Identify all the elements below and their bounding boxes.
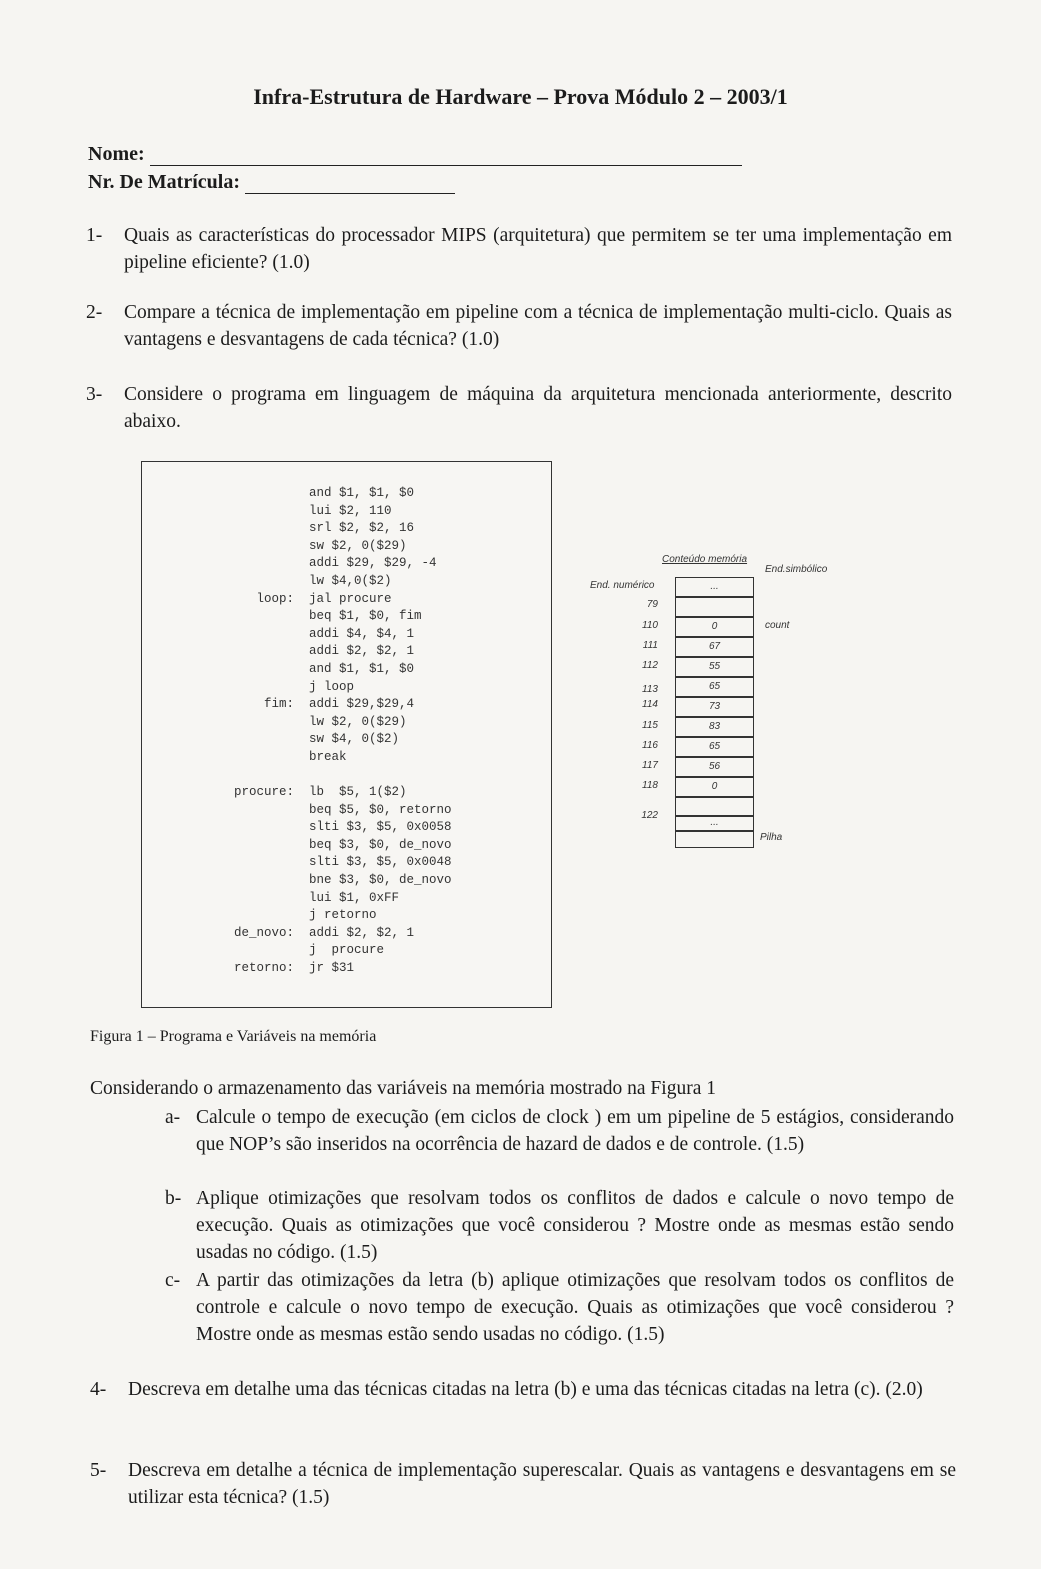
program-label xyxy=(174,767,294,785)
memory-cell: ... xyxy=(675,577,754,597)
question-2-number: 2- xyxy=(86,302,103,323)
memory-cell xyxy=(675,831,754,848)
program-instruction: bne $3, $0, de_novo xyxy=(309,873,452,888)
program-instruction: slti $3, $5, 0x0048 xyxy=(309,855,452,870)
program-label xyxy=(174,854,294,872)
program-label xyxy=(174,837,294,855)
program-instruction: beq $5, $0, retorno xyxy=(309,802,452,817)
program-instruction: jr $31 xyxy=(309,961,355,976)
program-instruction: lui $2, 110 xyxy=(309,503,392,518)
memory-cell: ... xyxy=(675,815,754,831)
memory-cell: 56 xyxy=(675,757,754,777)
memory-address: 117 xyxy=(642,760,658,771)
memory-header: Conteúdo memória xyxy=(662,554,748,565)
program-label xyxy=(174,643,294,661)
subquestion-b-text: Aplique otimizações que resolvam todos os conflitos de dados e calcule o novo tempo de execução. Quais as otimizações que você considerou ? Mostre onde as mesmas estão sendo usadas no código. (1.5) xyxy=(196,1188,954,1263)
program-label xyxy=(174,802,294,820)
program-label xyxy=(174,679,294,697)
program-label xyxy=(174,485,294,503)
memory-address: 79 xyxy=(646,599,658,610)
matricula-field xyxy=(88,171,455,194)
program-instruction: j loop xyxy=(309,679,355,694)
program-label xyxy=(174,573,294,591)
program-label xyxy=(174,890,294,908)
program-label xyxy=(174,872,294,890)
memory-cell: 0 xyxy=(675,617,754,637)
question-3-text: Considere o programa em linguagem de máquina da arquitetura mencionada anteriormente, descrito abaixo. xyxy=(124,384,952,432)
program-label xyxy=(174,907,294,925)
matricula-blank-line xyxy=(245,175,455,194)
question-1-number: 1- xyxy=(86,225,103,246)
subquestion-a-text: Calcule o tempo de execução (em ciclos de clock ) em um pipeline de 5 estágios, considerando que NOP’s são inseridos na ocorrência de hazard de dados e de controle. (1.5) xyxy=(196,1107,954,1155)
program-listing-box xyxy=(141,461,552,1008)
program-label: loop: xyxy=(256,591,294,606)
memory-address: 113 xyxy=(642,684,658,695)
program-instruction: beq $3, $0, de_novo xyxy=(309,837,452,852)
subquestion-c-letter: c- xyxy=(165,1270,181,1291)
program-instruction: beq $1, $0, fim xyxy=(309,609,422,624)
program-instruction: and $1, $1, $0 xyxy=(309,486,415,500)
program-instruction: j retorno xyxy=(309,908,377,923)
memory-cell: 73 xyxy=(675,697,754,717)
subquestion-a-letter: a- xyxy=(165,1107,181,1128)
memory-cell: 83 xyxy=(675,717,754,737)
question-4-text: Descreva em detalhe uma das técnicas citadas na letra (b) e uma das técnicas citadas na letra (c). (2.0) xyxy=(128,1379,923,1400)
memory-address: 110 xyxy=(642,620,658,631)
memory-address: 115 xyxy=(642,720,658,731)
program-label: de_novo: xyxy=(233,925,294,940)
question-1-text: Quais as características do processador MIPS (arquitetura) que permitem se ter uma implementação em pipeline eficiente? (1.0) xyxy=(124,225,952,273)
subquestion-c-text: A partir das otimizações da letra (b) aplique otimizações que resolvam todos os conflitos de controle e calcule o novo tempo de execução. Quais as otimizações que você considerou ? Mostre onde as mesmas estão sendo usadas no código. (1.5) xyxy=(196,1270,954,1345)
program-label xyxy=(174,503,294,521)
program-instruction xyxy=(309,767,452,785)
intro-text: Considerando o armazenamento das variáveis na memória mostrado na Figura 1 xyxy=(90,1078,716,1099)
program-instruction: slti $3, $5, 0x0058 xyxy=(309,820,452,835)
program-instruction: sw $4, 0($2) xyxy=(309,732,400,747)
matricula-label: Nr. De Matrícula: xyxy=(88,171,240,193)
figure-caption: Figura 1 – Programa e Variáveis na memória xyxy=(90,1028,377,1045)
program-instruction: lw $4,0($2) xyxy=(309,573,392,588)
memory-address: 118 xyxy=(642,780,658,791)
question-2-text: Compare a técnica de implementação em pipeline com a técnica de implementação multi-ciclo. Quais as vantagens e desvantagens de cada técnica? (1.0) xyxy=(124,302,952,350)
program-instruction: j procure xyxy=(309,943,385,958)
program-instruction: lui $1, 0xFF xyxy=(309,890,400,905)
subquestion-b-letter: b- xyxy=(165,1188,182,1209)
program-instruction: lb $5, 1($2) xyxy=(309,785,407,800)
program-instruction: addi $2, $2, 1 xyxy=(309,644,415,659)
program-labels xyxy=(174,485,294,978)
program-instruction: srl $2, $2, 16 xyxy=(309,521,415,536)
memory-cell: 55 xyxy=(675,657,754,677)
program-label xyxy=(174,626,294,644)
memory-symbol-pilha: Pilha xyxy=(760,832,783,843)
exam-title: Infra-Estrutura de Hardware – Prova Módulo 2 – 2003/1 xyxy=(253,84,788,109)
memory-cell: 67 xyxy=(675,637,754,657)
program-label xyxy=(174,555,294,573)
memory-address: 112 xyxy=(642,660,658,671)
memory-numeric-header: End. numérico xyxy=(590,580,655,591)
memory-address: 111 xyxy=(642,640,658,651)
program-instruction: addi $29,$29,4 xyxy=(309,697,415,712)
program-instruction: break xyxy=(309,749,347,764)
program-instructions xyxy=(309,485,452,978)
program-instruction: jal procure xyxy=(309,591,392,606)
program-instruction: and $1, $1, $0 xyxy=(309,661,415,676)
memory-cell: 65 xyxy=(675,677,754,697)
program-label xyxy=(174,819,294,837)
name-blank-line xyxy=(150,147,742,166)
memory-address: 116 xyxy=(642,740,658,751)
memory-cell xyxy=(675,597,754,617)
program-label xyxy=(174,520,294,538)
memory-cell: 0 xyxy=(675,777,754,797)
program-label: procure: xyxy=(233,785,294,800)
question-3-number: 3- xyxy=(86,384,103,405)
memory-symbol-count: count xyxy=(765,620,790,631)
program-label: fim: xyxy=(263,697,294,712)
program-instruction: lw $2, 0($29) xyxy=(309,714,407,729)
memory-cell: 65 xyxy=(675,737,754,757)
question-5-number: 5- xyxy=(90,1460,107,1481)
name-field xyxy=(88,143,742,166)
program-instruction: addi $4, $4, 1 xyxy=(309,626,415,641)
program-label xyxy=(174,661,294,679)
memory-address: 122 xyxy=(641,810,658,821)
memory-symbolic-header: End.simbólico xyxy=(765,564,828,575)
program-label xyxy=(174,731,294,749)
program-label xyxy=(174,538,294,556)
program-label xyxy=(174,942,294,960)
program-instruction: addi $29, $29, -4 xyxy=(309,556,437,571)
program-label xyxy=(174,749,294,767)
memory-address: 114 xyxy=(642,699,658,710)
memory-cell xyxy=(675,797,754,817)
program-label: retorno: xyxy=(233,961,294,976)
program-label xyxy=(174,714,294,732)
question-4-number: 4- xyxy=(90,1379,107,1400)
program-instruction: sw $2, 0($29) xyxy=(309,538,407,553)
question-5-text: Descreva em detalhe a técnica de implementação superescalar. Quais as vantagens e desvantagens em se utilizar esta técnica? (1.5) xyxy=(128,1460,956,1508)
name-label: Nome: xyxy=(88,143,145,165)
program-label xyxy=(174,608,294,626)
program-instruction: addi $2, $2, 1 xyxy=(309,925,415,940)
